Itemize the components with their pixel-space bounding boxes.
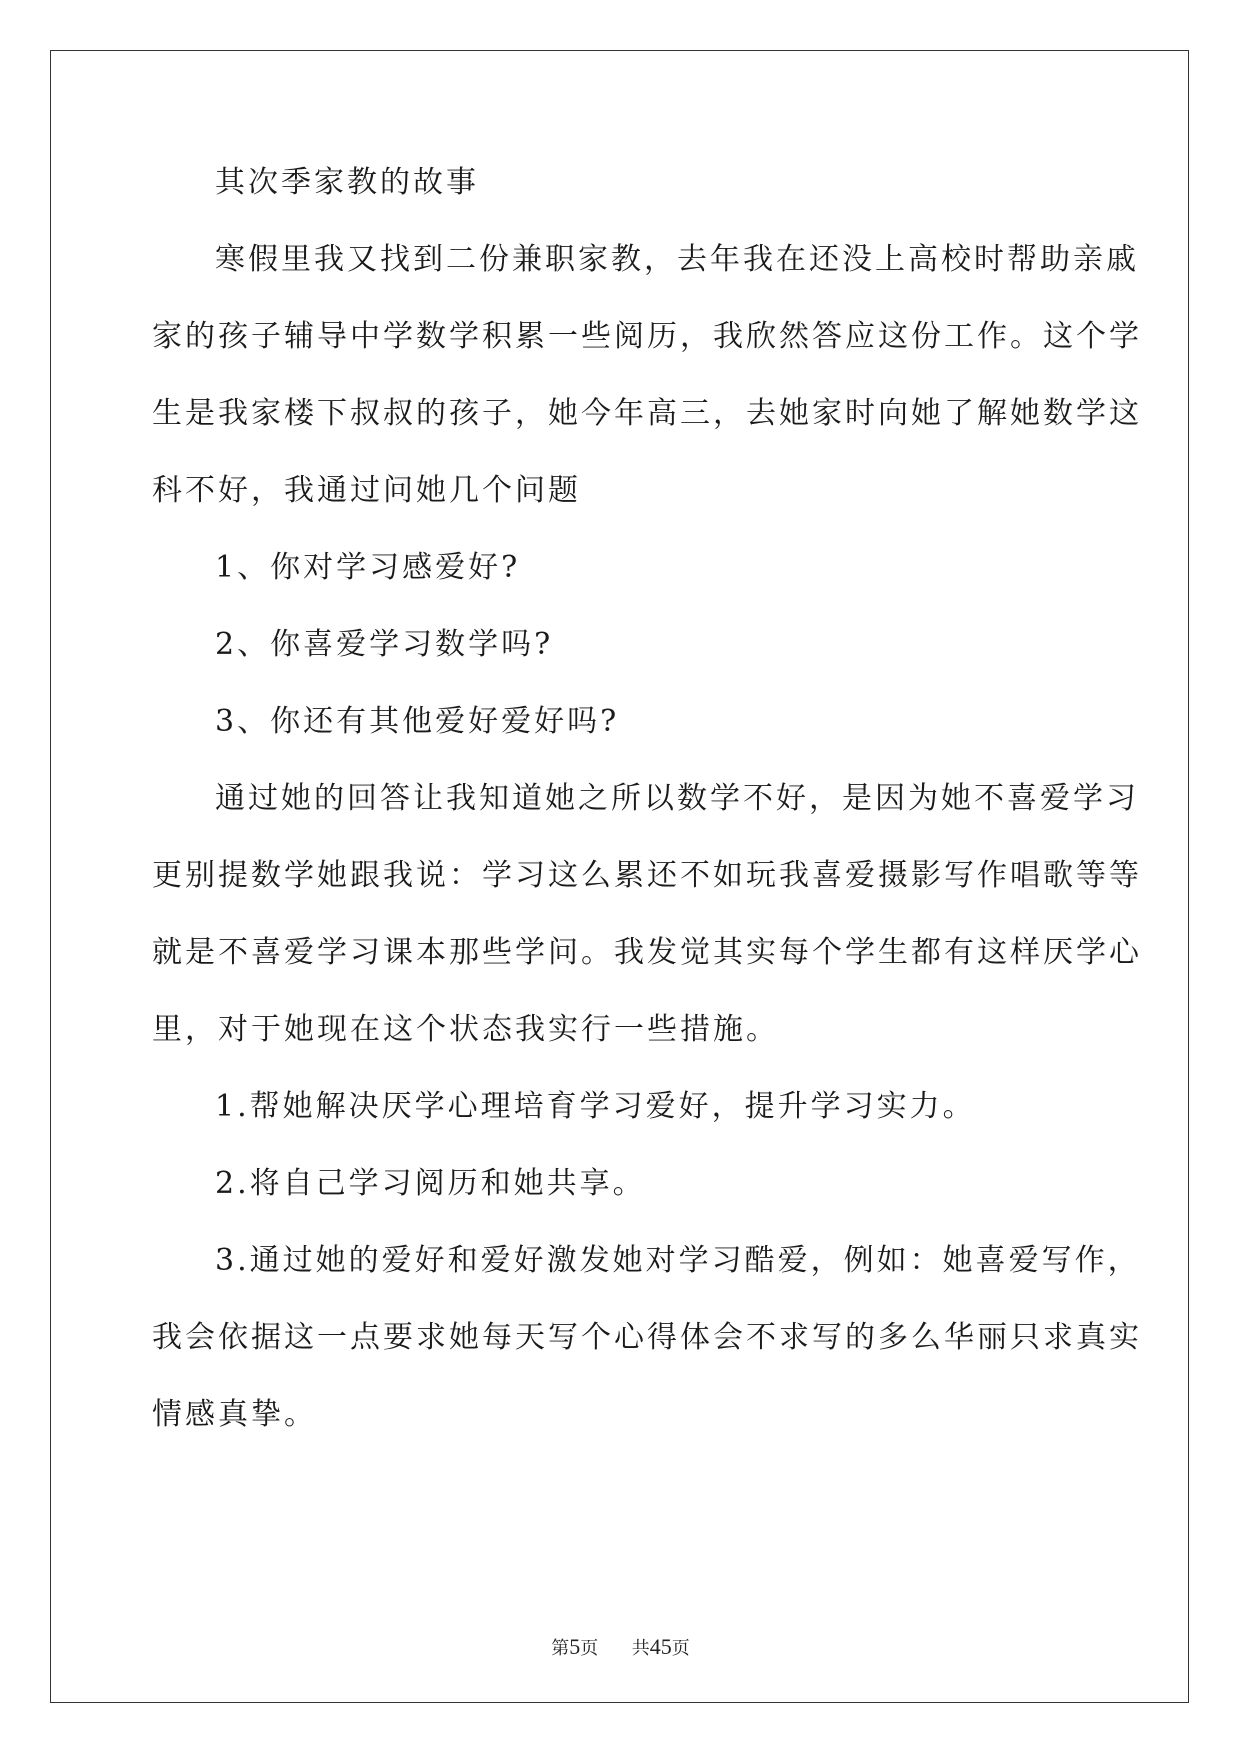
paragraph-1	[152, 240, 1142, 511]
paragraph-line: 情感真挚。	[152, 1397, 317, 1432]
total-pages-indicator	[631, 1634, 690, 1659]
total-pages: 45	[649, 1634, 672, 1659]
paragraph-line: 3.通过她的爱好和爱好激发她对学习酷爱，例如：她喜爱写作，	[215, 1243, 1141, 1278]
paragraph-line: 更别提数学她跟我说：学习这么累还不如玩我喜爱摄影写作唱歌等等	[152, 858, 1142, 893]
paragraph-line: 科不好，我通过问她几个问题	[152, 473, 581, 508]
paragraph-line: 寒假里我又找到二份兼职家教，去年我在还没上高校时帮助亲戚	[215, 242, 1139, 277]
paragraph-line: 就是不喜爱学习课本那些学问。我发觉其实每个学生都有这样厌学心	[152, 935, 1142, 970]
paragraph-line: 通过她的回答让我知道她之所以数学不好，是因为她不喜爱学习	[215, 781, 1139, 816]
measure-item: 1.帮她解决厌学心理培育学习爱好，提升学习实力。	[215, 1089, 976, 1124]
total-suffix: 页	[671, 1638, 690, 1659]
paragraph-2	[152, 779, 1142, 1050]
paragraph-line: 我会依据这一点要求她每天写个心得体会不求写的多么华丽只求真实	[152, 1320, 1142, 1355]
section-heading: 其次季家教的故事	[215, 165, 479, 200]
measure-item: 2.将自己学习阅历和她共享。	[215, 1166, 646, 1201]
document-body	[152, 163, 1142, 1472]
question-item: 1、你对学习感爱好?	[215, 550, 521, 585]
paragraph-line: 生是我家楼下叔叔的孩子，她今年高三，去她家时向她了解她数学这	[152, 396, 1142, 431]
page-indicator	[551, 1634, 604, 1659]
paragraph-line: 里，对于她现在这个状态我实行一些措施。	[152, 1012, 779, 1047]
question-item: 2、你喜爱学习数学吗?	[215, 627, 554, 662]
paragraph-3	[152, 1241, 1142, 1435]
paragraph-line: 家的孩子辅导中学数学积累一些阅历，我欣然答应这份工作。这个学	[152, 319, 1142, 354]
page-prefix: 第	[551, 1638, 570, 1659]
question-item: 3、你还有其他爱好爱好吗?	[215, 704, 620, 739]
page-number: 5	[569, 1634, 581, 1659]
page-footer	[0, 1634, 1241, 1660]
page-suffix: 页	[580, 1638, 599, 1659]
total-prefix: 共	[631, 1638, 650, 1659]
